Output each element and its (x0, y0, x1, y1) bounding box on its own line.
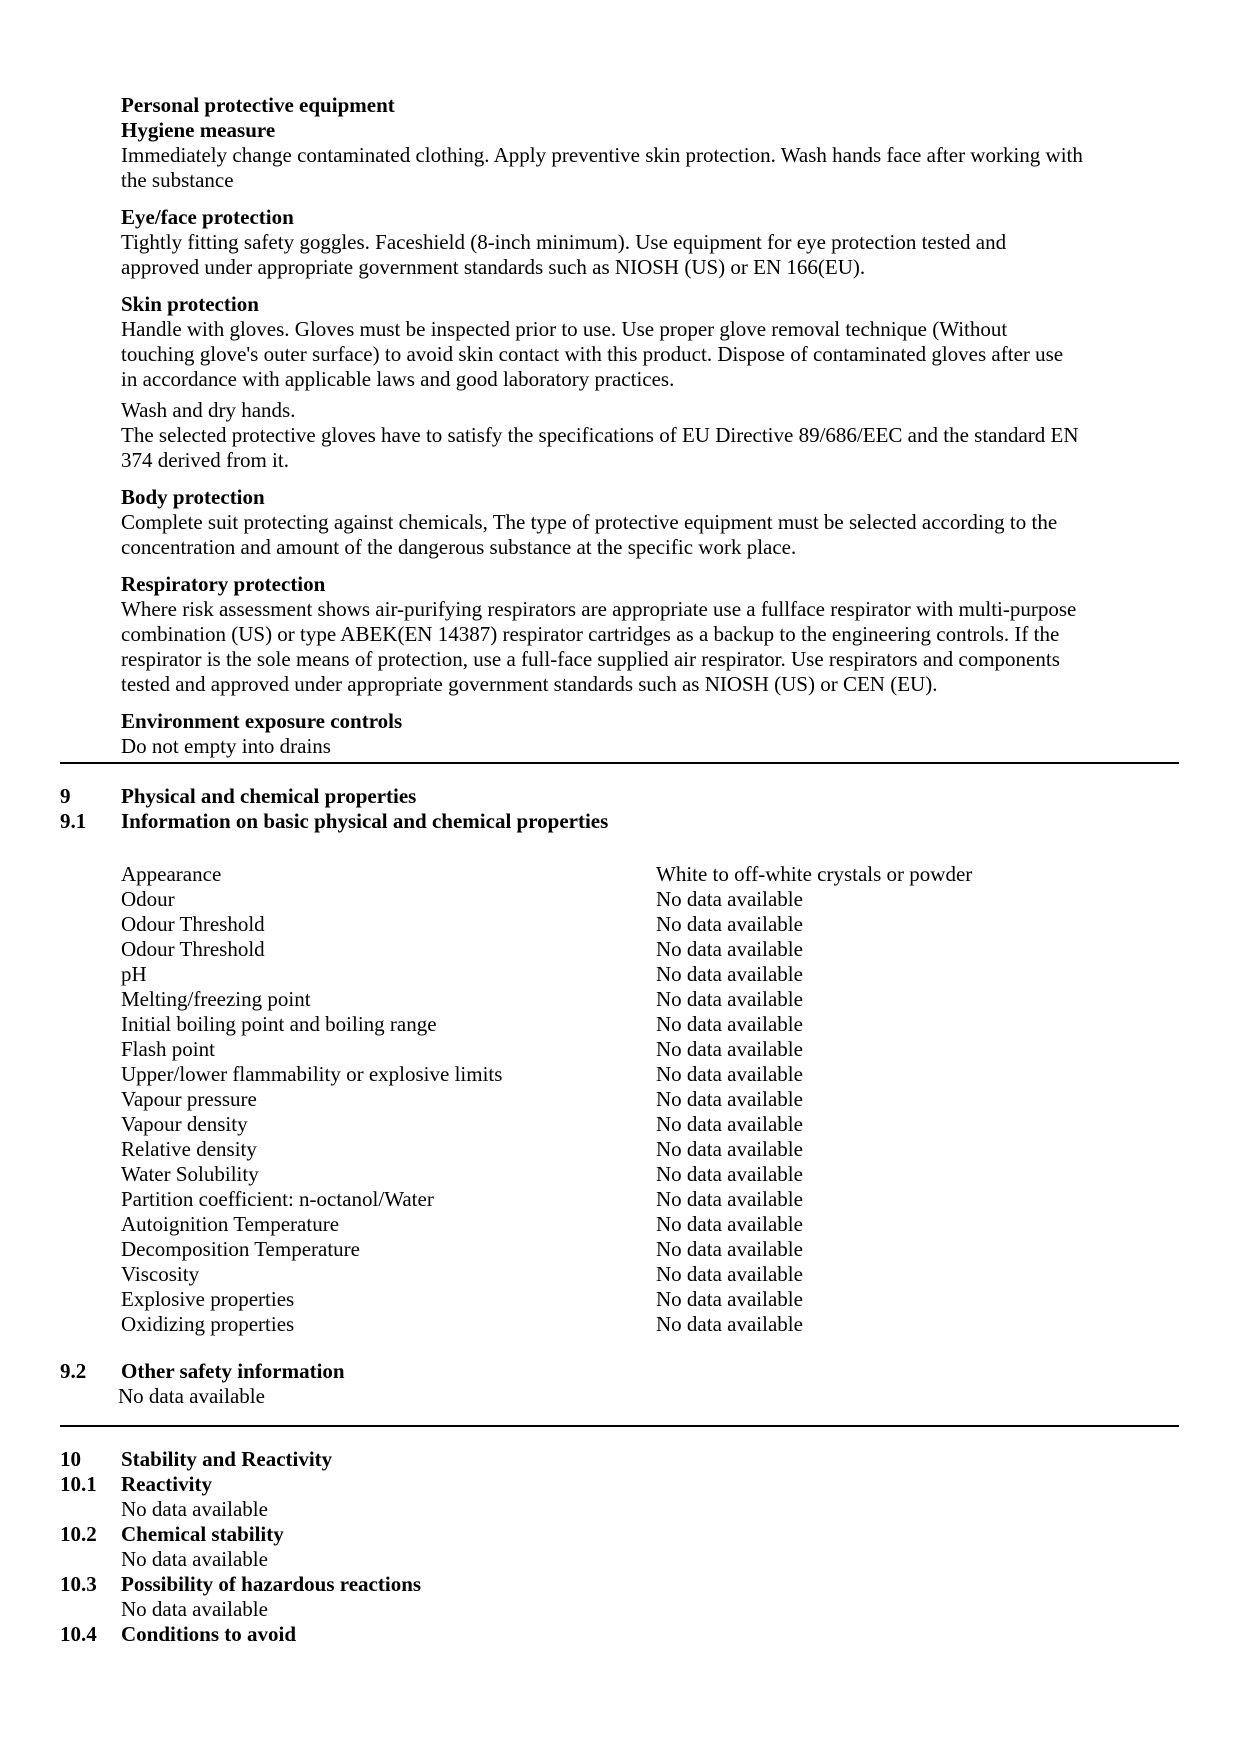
resp-line: Where risk assessment shows air-purifying respirators are appropriate use a fullface respirator with multi-purpose (121, 597, 1077, 621)
section-title: Reactivity (121, 1472, 212, 1496)
resp-line: tested and approved under appropriate government standards such as NIOSH (US) or CEN (EU). (121, 672, 938, 696)
property-value: No data available (656, 1062, 803, 1086)
section-9-2-text: No data available (118, 1384, 265, 1408)
section-title: Other safety information (121, 1359, 345, 1383)
property-value: No data available (656, 987, 803, 1011)
skin-title: Skin protection (121, 292, 259, 316)
property-value: No data available (656, 1187, 803, 1211)
property-value: No data available (656, 937, 803, 961)
property-value: No data available (656, 962, 803, 986)
property-value: No data available (656, 1162, 803, 1186)
section-10-heading (60, 1447, 1180, 1472)
skin-line: The selected protective gloves have to satisfy the specifications of EU Directive 89/686/EEC and the standard EN (121, 423, 1079, 447)
property-value: No data available (656, 1287, 803, 1311)
section-title: Chemical stability (121, 1522, 284, 1546)
property-value: No data available (656, 1237, 803, 1261)
property-value: No data available (656, 1012, 803, 1036)
eye-line: Tightly fitting safety goggles. Faceshield (8-inch minimum). Use equipment for eye protection tested and (121, 230, 1007, 254)
property-value: No data available (656, 1037, 803, 1061)
property-name: Oxidizing properties (121, 1312, 295, 1336)
property-name: Melting/freezing point (121, 987, 311, 1011)
section-number: 10.3 (60, 1572, 97, 1596)
property-name: pH (121, 962, 147, 986)
section-text: No data available (121, 1547, 268, 1571)
skin-line: Wash and dry hands. (121, 398, 296, 422)
resp-line: combination (US) or type ABEK(EN 14387) respirator cartridges as a backup to the engineering controls. If the (121, 622, 1060, 646)
section-9-heading (60, 784, 1180, 809)
env-text: Do not empty into drains (121, 734, 331, 758)
property-value: No data available (656, 1112, 803, 1136)
section-title: Physical and chemical properties (121, 784, 417, 808)
section-title: Conditions to avoid (121, 1622, 297, 1646)
property-name: Autoignition Temperature (121, 1212, 340, 1236)
section-9-2-heading (60, 1359, 1180, 1384)
body-title: Body protection (121, 485, 265, 509)
hygiene-line: Immediately change contaminated clothing. Apply preventive skin protection. Wash hands face after working with (121, 143, 1083, 167)
section-title: Possibility of hazardous reactions (121, 1572, 422, 1596)
property-name: Vapour pressure (121, 1087, 257, 1111)
section-title: Stability and Reactivity (121, 1447, 333, 1471)
property-value: No data available (656, 887, 803, 911)
hygiene-line: the substance (121, 168, 234, 192)
property-value: No data available (656, 1137, 803, 1161)
sds-page (60, 93, 1180, 1647)
property-name: Flash point (121, 1037, 215, 1061)
property-name: Relative density (121, 1137, 257, 1161)
section-number: 10.1 (60, 1472, 97, 1496)
resp-line: respirator is the sole means of protection, use a full-face supplied air respirator. Use respirators and components (121, 647, 1060, 671)
env-title: Environment exposure controls (121, 709, 403, 733)
property-name: Odour Threshold (121, 912, 265, 936)
property-value: No data available (656, 1262, 803, 1286)
section-number: 9 (60, 784, 71, 808)
hygiene-title: Hygiene measure (121, 118, 276, 142)
properties-grid (121, 862, 1180, 1337)
section-text: No data available (121, 1597, 268, 1621)
property-value: No data available (656, 1312, 803, 1336)
property-value: No data available (656, 1212, 803, 1236)
property-name: Initial boiling point and boiling range (121, 1012, 437, 1036)
properties-table (60, 862, 1180, 1337)
property-value: No data available (656, 912, 803, 936)
skin-line: touching glove's outer surface) to avoid skin contact with this product. Dispose of contaminated gloves after use (121, 342, 1064, 366)
property-name: Appearance (121, 862, 222, 886)
skin-line: Handle with gloves. Gloves must be inspected prior to use. Use proper glove removal technique (Without (121, 317, 1008, 341)
ppe-heading: Personal protective equipment (121, 93, 395, 117)
property-name: Partition coefficient: n-octanol/Water (121, 1187, 434, 1211)
section-number: 10.4 (60, 1622, 97, 1646)
eye-title: Eye/face protection (121, 205, 294, 229)
body-line: Complete suit protecting against chemicals, The type of protective equipment must be selected according to the (121, 510, 1058, 534)
property-name: Water Solubility (121, 1162, 259, 1186)
section-10-1-heading (60, 1472, 1180, 1497)
property-name: Decomposition Temperature (121, 1237, 360, 1261)
ppe-section (60, 93, 1180, 759)
section-text: No data available (121, 1497, 268, 1521)
skin-line: 374 derived from it. (121, 448, 289, 472)
section-number: 9.1 (60, 809, 87, 833)
section-title: Information on basic physical and chemical properties (121, 809, 609, 833)
section-10-3-heading (60, 1572, 1180, 1597)
eye-line: approved under appropriate government standards such as NIOSH (US) or EN 166(EU). (121, 255, 866, 279)
property-name: Vapour density (121, 1112, 248, 1136)
property-name: Odour (121, 887, 175, 911)
section-number: 10 (60, 1447, 81, 1471)
body-line: concentration and amount of the dangerous substance at the specific work place. (121, 535, 797, 559)
resp-title: Respiratory protection (121, 572, 326, 596)
section-number: 10.2 (60, 1522, 97, 1546)
property-name: Viscosity (121, 1262, 200, 1286)
skin-line: in accordance with applicable laws and good laboratory practices. (121, 367, 675, 391)
section-10-2-heading (60, 1522, 1180, 1547)
section-10-4-heading (60, 1622, 1180, 1647)
section-9-1-heading (60, 809, 1180, 834)
section-number: 9.2 (60, 1359, 87, 1383)
property-name: Upper/lower flammability or explosive limits (121, 1062, 503, 1086)
property-name: Odour Threshold (121, 937, 265, 961)
property-name: Explosive properties (121, 1287, 295, 1311)
property-value: No data available (656, 1087, 803, 1111)
property-value: White to off-white crystals or powder (656, 862, 973, 886)
